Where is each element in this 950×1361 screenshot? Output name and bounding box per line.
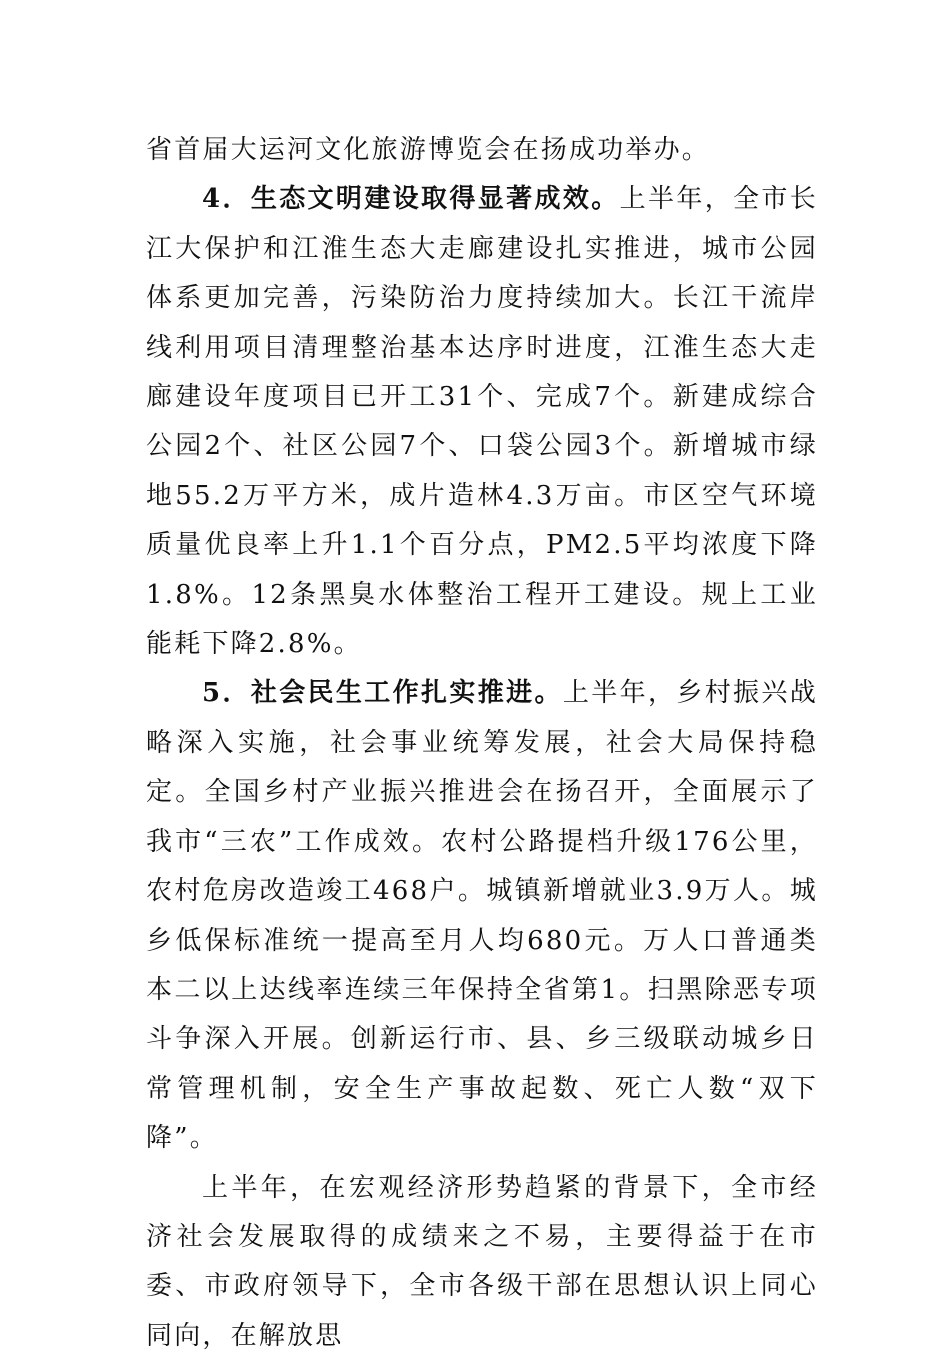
- paragraph-text: 上半年，乡村振兴战略深入实施，社会事业统筹发展，社会大局保持稳定。全国乡村产业振兴推进会在扬召开，全面展示了我市“三农”工作成效。农村公路提档升级176公里，农村危房改造竣工468户。城镇新增就业3.9万人。城乡低保标准统一提高至月人均680元。万人口普通类本二以上达线率连续三年保持全省第1。扫黑除恶专项斗争深入开展。创新运行市、县、乡三级联动城乡日常管理机制，安全生产事故起数、死亡人数“双下降”。: [146, 678, 818, 1154]
- section-heading-livelihood: 5．社会民生工作扎实推进。: [202, 678, 563, 709]
- paragraph-summary: [146, 1164, 818, 1361]
- paragraph-text: 上半年，在宏观经济形势趋紧的背景下，全市经济社会发展取得的成绩来之不易，主要得益于在市委、市政府领导下，全市各级干部在思想认识上同心同向，在解放思: [146, 1172, 818, 1351]
- paragraph-ecology: [146, 175, 818, 669]
- section-heading-ecology: 4．生态文明建设取得显著成效。: [202, 184, 620, 215]
- document-body: [146, 126, 818, 1361]
- paragraph-text: 上半年，全市长江大保护和江淮生态大走廊建设扎实推进，城市公园体系更加完善，污染防治力度持续加大。长江干流岸线利用项目清理整治基本达序时进度，江淮生态大走廊建设年度项目已开工31个、完成7个。新建成综合公园2个、社区公园7个、口袋公园3个。新增城市绿地55.2万平方米，成片造林4.3万亩。市区空气环境质量优良率上升1.1个百分点，PM2.5平均浓度下降1.8%。12条黑臭水体整治工程开工建设。规上工业能耗下降2.8%。: [146, 184, 818, 660]
- paragraph-text: 省首届大运河文化旅游博览会在扬成功举办。: [146, 135, 711, 165]
- paragraph-continuation: [146, 126, 818, 175]
- paragraph-livelihood: [146, 669, 818, 1163]
